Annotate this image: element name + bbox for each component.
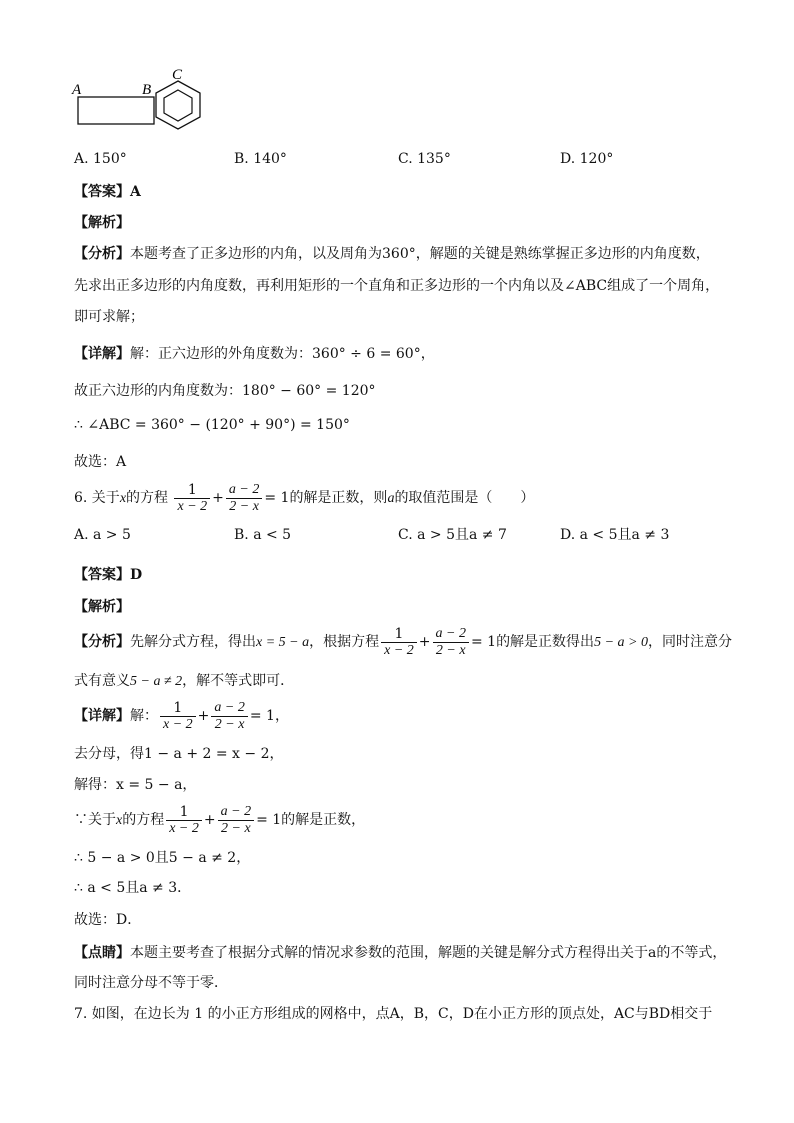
q5-xiangjie-line1 bbox=[74, 345, 435, 363]
q5-fenxi-line3: 即可求解； bbox=[74, 309, 144, 325]
fenxi-text: 本题考查了正多边形的内角，以及周角为360°，解题的关键是熟练掌握正多边形的内角度数， bbox=[130, 246, 710, 262]
q6-stem-pre: 6. 关于 bbox=[74, 490, 120, 506]
q6-option-c[interactable]: C. a > 5且a ≠ 7 bbox=[398, 527, 507, 543]
q6-step6: 故选：D． bbox=[74, 912, 142, 928]
q5-line2: 故正六边形的内角度数为：180° − 60° = 120° bbox=[74, 383, 376, 399]
label-c: C bbox=[172, 67, 183, 83]
q6-option-a[interactable]: A. a > 5 bbox=[74, 527, 131, 543]
q6-fenxi-line1: 【分析】先解分式方程，得出x = 5 − a，根据方程 $\frac{1}{x - 2}$ + $\frac{a - 2}{2 - x}$ = 1的解是正数得出5 − a > 0，同时注意分 bbox=[74, 625, 732, 658]
label-a: A bbox=[72, 82, 82, 98]
q5-answer: 【答案】A bbox=[74, 184, 141, 200]
q6-option-b[interactable]: B. a < 5 bbox=[234, 527, 292, 543]
q6-answer: 【答案】D bbox=[74, 567, 143, 583]
q6-stem: 6. 关于x的方程 $\frac{1}{x - 2}$ + $\frac{a - 2}{2 - x}$ = 1的解是正数，则a的取值范围是（ ） bbox=[74, 481, 535, 514]
q6-fenxi-line2: 式有意义5 − a ≠ 2，解不等式即可． bbox=[74, 673, 295, 689]
geometry-figure bbox=[60, 60, 220, 150]
rectangle-shape bbox=[78, 97, 154, 124]
q5-option-b[interactable]: B. 140° bbox=[234, 151, 287, 167]
q6-option-d[interactable]: D. a < 5且a ≠ 3 bbox=[560, 527, 670, 543]
q6-dianjing-line1: 【点睛】本题主要考查了根据分式解的情况求参数的范围，解题的关键是解分式方程得出关于a的不等式， bbox=[74, 945, 727, 961]
q5-fenxi-line2: 先求出正多边形的内角度数，再利用矩形的一个直角和正多边形的一个内角以及∠ABC组成了一个周角， bbox=[74, 278, 720, 294]
q6-step4: ∴ 5 − a > 0且5 − a ≠ 2， bbox=[74, 850, 251, 866]
fraction-1: $\frac{1}{x - 2}$ bbox=[174, 482, 210, 515]
fenxi-tag: 【分析】 bbox=[74, 246, 130, 262]
q5-line3: ∴ ∠ABC = 360° − (120° + 90°) = 150° bbox=[74, 417, 350, 433]
q5-line4: 故选：A bbox=[74, 454, 127, 470]
q5-options bbox=[74, 150, 714, 168]
q7-stem: 7. 如图，在边长为 1 的小正方形组成的网格中，点A，B，C，D在小正方形的顶点处，AC与BD相交于 bbox=[74, 1006, 713, 1022]
q5-option-a[interactable]: A. 150° bbox=[74, 151, 127, 167]
q5-option-c[interactable]: C. 135° bbox=[398, 151, 451, 167]
xiangjie-tag: 【详解】 bbox=[74, 346, 130, 362]
q6-step2: 解得：x = 5 − a， bbox=[74, 777, 197, 793]
q5-jiexi: 【解析】 bbox=[74, 215, 130, 231]
q5-fenxi-line1 bbox=[74, 245, 710, 263]
xiangjie-text: 解：正六边形的外角度数为：360° ÷ 6 = 60°， bbox=[130, 346, 435, 362]
q5-option-d[interactable]: D. 120° bbox=[560, 151, 614, 167]
q6-stem-mid: 的方程 bbox=[126, 490, 169, 506]
label-b: B bbox=[142, 82, 152, 98]
q6-step3: ∵关于x的方程 $\frac{1}{x - 2}$ + $\frac{a - 2}{2 - x}$ = 1的解是正数， bbox=[74, 803, 366, 836]
hexagon-shape bbox=[156, 81, 200, 129]
q6-xiangjie-line1: 【详解】解： $\frac{1}{x - 2}$ + $\frac{a - 2}{2 - x}$ = 1， bbox=[74, 699, 289, 732]
q6-stem-x: x bbox=[119, 491, 127, 506]
q6-step1: 去分母，得1 − a + 2 = x − 2， bbox=[74, 746, 284, 762]
q6-jiexi: 【解析】 bbox=[74, 599, 130, 615]
fraction-2: $\frac{a - 2}{2 - x}$ bbox=[226, 482, 262, 515]
q6-options bbox=[74, 526, 714, 544]
q6-dianjing-line2: 同时注意分母不等于零． bbox=[74, 975, 228, 991]
q6-step5: ∴ a < 5且a ≠ 3． bbox=[74, 880, 192, 896]
inner-hexagon-shape bbox=[164, 90, 192, 121]
